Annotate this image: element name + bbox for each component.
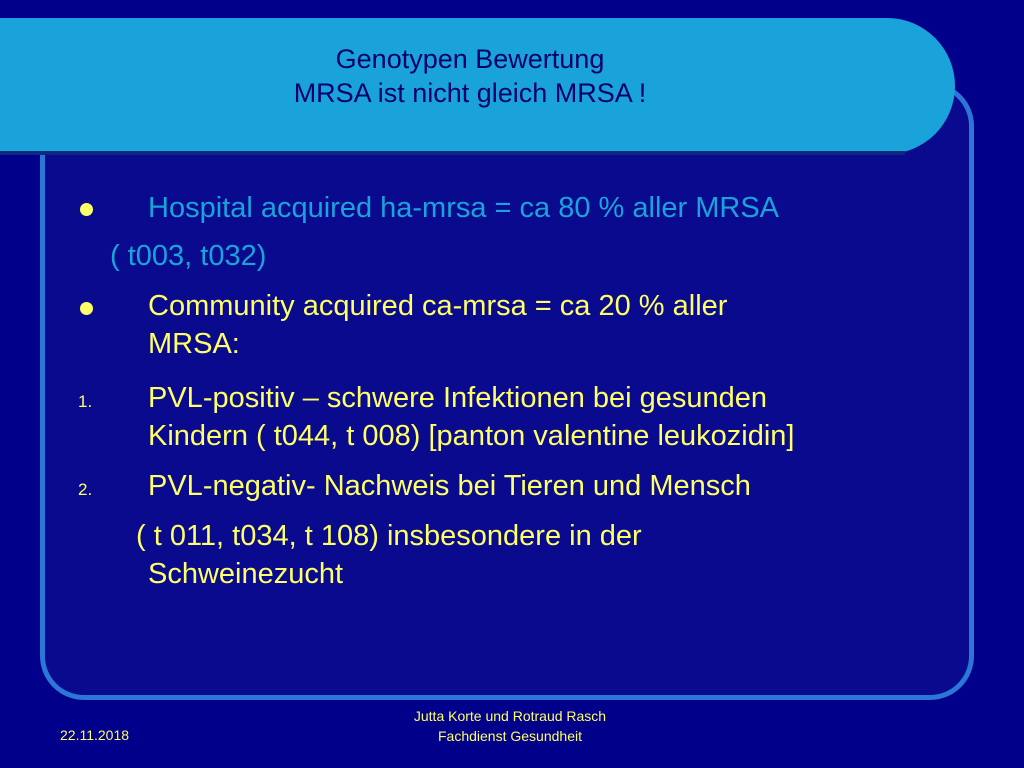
title-line-2: MRSA ist nicht gleich MRSA ! (293, 78, 647, 108)
numbered-2-line-1: PVL-negativ- Nachweis bei Tieren und Mensch (148, 470, 751, 502)
number-label-1: 1. (78, 392, 93, 411)
numbered-1-line-2: Kindern ( t044, t 008) [panton valentine leukozidin] (148, 420, 795, 452)
footer-date: 22.11.2018 (60, 727, 130, 743)
footer-author (390, 706, 630, 746)
item-1-sub: ( t003, t032) (110, 240, 267, 272)
number-label-2: 2. (78, 480, 93, 499)
title-line-1: Genotypen Bewertung (335, 44, 605, 74)
numbered-2-line-2: ( t 011, t034, t 108) insbesondere in der (136, 520, 642, 552)
item-2-line-1: Community acquired ca-mrsa = ca 20 % aller (148, 290, 728, 322)
footer-author-line-2: Fachdienst Gesundheit (438, 728, 582, 744)
numbered-1-line-1: PVL-positiv – schwere Infektionen bei gesunden (148, 382, 768, 414)
footer-author-line-1: Jutta Korte und Rotraud Rasch (413, 708, 607, 724)
item-2-line-2: MRSA: (148, 328, 240, 360)
item-1-text: Hospital acquired ha-mrsa = ca 80 % aller MRSA (148, 192, 780, 224)
bullet-dot-1 (80, 203, 93, 216)
bullet-dot-2 (80, 302, 93, 315)
numbered-2-line-3: Schweinezucht (148, 558, 344, 590)
